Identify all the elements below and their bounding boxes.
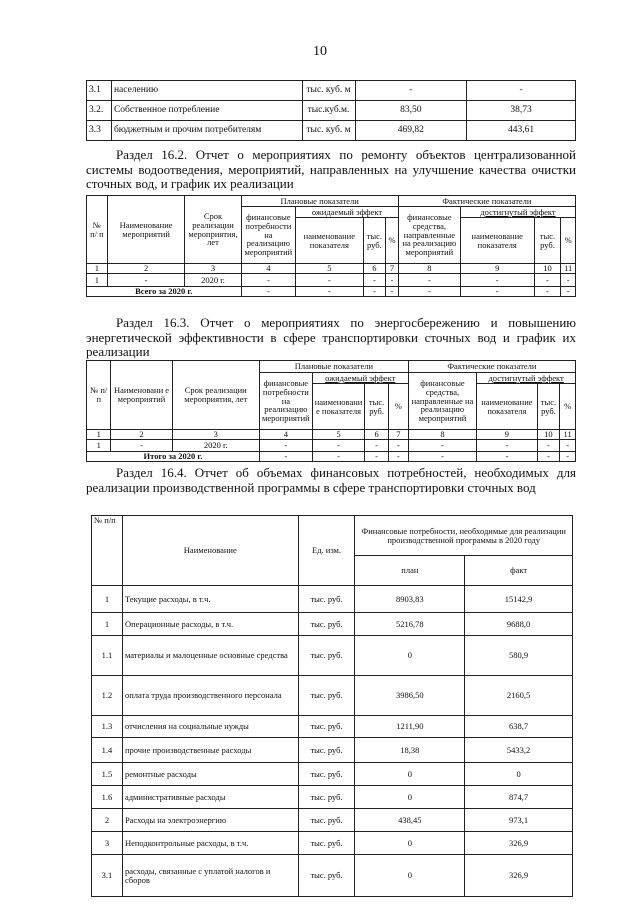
- table-row: 1 - 2020 г. - - - - - - - -: [87, 440, 576, 452]
- table-16-3: № п/ п Наименовани е мероприятий Срок реализации мероприятия, лет Плановые показатели Фактические показатели финансовые потребности на реализацию мероприятий ожидаемый эффект финансовые средства, направленные на реализацию мероприятий достигнутый эффект наименовани е показателя тыс. руб. % наименование показателя тыс. руб. % 1 2 3 4 5 6 7 8 9 10 11 1 - 2020 г. - - - - - - - - Итого за 2020 г. - - - - - - - -: [86, 360, 576, 462]
- section-16-3-title: Раздел 16.3. Отчет о мероприятиях по энергосбережению и повышению энергетической эффективности в сфере транспортировки сточных вод и график их реализации: [86, 315, 576, 359]
- table-row: 1 - 2020 г. - - - - - - - -: [87, 274, 576, 287]
- table-row: 1.3 отчисления на социальные нужды тыс. руб. 1211,90 638,7: [92, 716, 573, 738]
- table-row: 1 Текущие расходы, в т.ч. тыс. руб. 8903,83 15142,9: [92, 586, 573, 613]
- table-row: 1 2 3 4 5 6 7 8 9 10 11: [87, 264, 576, 274]
- section-16-2-title: Раздел 16.2. Отчет о мероприятиях по ремонту объектов централизованной системы водоотведения, мероприятий, направленных на улучшение качества очистки сточных вод, и график их реализации: [86, 147, 576, 191]
- section-16-4-title: Раздел 16.4. Отчет об объемах финансовых потребностей, необходимых для реализации производственной программы в сфере транспортировки сточных вод: [86, 465, 576, 495]
- table-row: 1 2 3 4 5 6 7 8 9 10 11: [87, 430, 576, 440]
- table-row: 2 Расходы на электроэнергию тыс. руб. 438,45 973,1: [92, 809, 573, 832]
- table-row: 1.5 ремонтные расходы тыс. руб. 0 0: [92, 763, 573, 786]
- table-16-4: № п/п Наименование Ед. изм. Финансовые потребности, необходимые для реализации производственной программы в 2020 году план факт 1 Текущие расходы, в т.ч. тыс. руб. 8903,83 15142,9 1 Операционные расходы, в т.ч. тыс. руб. 5216,78 9688,0 1.1 материалы и малоценные основные средства тыс. руб. 0 580,9 1.2 оплата труда производственного персонала тыс. руб. 3986,50 2160,5 1.3 отчисления на социальные нужды тыс. руб. 1211,90 638,7 1.4 прочие производственные расходы тыс. руб. 18,38 5433,2 1.5 ремонтные расходы тыс. руб. 0 0 1.6 административные расходы тыс. руб. 0 874,7 2 Расходы на электроэнергию тыс. руб. 438,45 973,1 3 Неподконтрольные расходы, в т.ч. тыс. руб. 0 326,9 3.1 расходы, связанные с уплатой налогов и сборов тыс. руб. 0 326,9: [91, 515, 573, 897]
- table-row: Итого за 2020 г. - - - - - - - -: [87, 452, 576, 462]
- table-row: 1.6 административные расходы тыс. руб. 0 874,7: [92, 786, 573, 809]
- table-16-2: № п/ п Наименование мероприятий Срок реализации мероприятия, лет Плановые показатели Фактические показатели финансовые потребности на реализацию мероприятий ожидаемый эффект финансовые средства, направленные на реализацию мероприятий достигнутый эффект наименование показателя тыс. руб. % наименование показателя тыс. руб. % 1 2 3 4 5 6 7 8 9 10 11 1 - 2020 г. - - - - - - - - Всего за 2020 г. - - - - - - - -: [86, 195, 576, 297]
- table-row: 3 Неподконтрольные расходы, в т.ч. тыс. руб. 0 326,9: [92, 832, 573, 855]
- table-row: 1.1 материалы и малоценные основные средства тыс. руб. 0 580,9: [92, 636, 573, 676]
- table-row: 1.2 оплата труда производственного персонала тыс. руб. 3986,50 2160,5: [92, 676, 573, 716]
- table-row: 3.1 расходы, связанные с уплатой налогов и сборов тыс. руб. 0 326,9: [92, 855, 573, 897]
- table-row: 1 Операционные расходы, в т.ч. тыс. руб. 5216,78 9688,0: [92, 613, 573, 636]
- table-row: Всего за 2020 г. - - - - - - - -: [87, 287, 576, 297]
- table-row: 3.3 бюджетным и прочим потребителям тыс. куб. м 469,82 443,61: [87, 121, 576, 141]
- table-row: 3.1 населению тыс. куб. м - -: [87, 81, 576, 101]
- consumption-table: [86, 80, 576, 141]
- page-number: 10: [313, 44, 327, 59]
- table-row: 1.4 прочие производственные расходы тыс. руб. 18,38 5433,2: [92, 738, 573, 763]
- table-row: 3.2. Собственное потребление тыс.куб.м. 83,50 38,73: [87, 101, 576, 121]
